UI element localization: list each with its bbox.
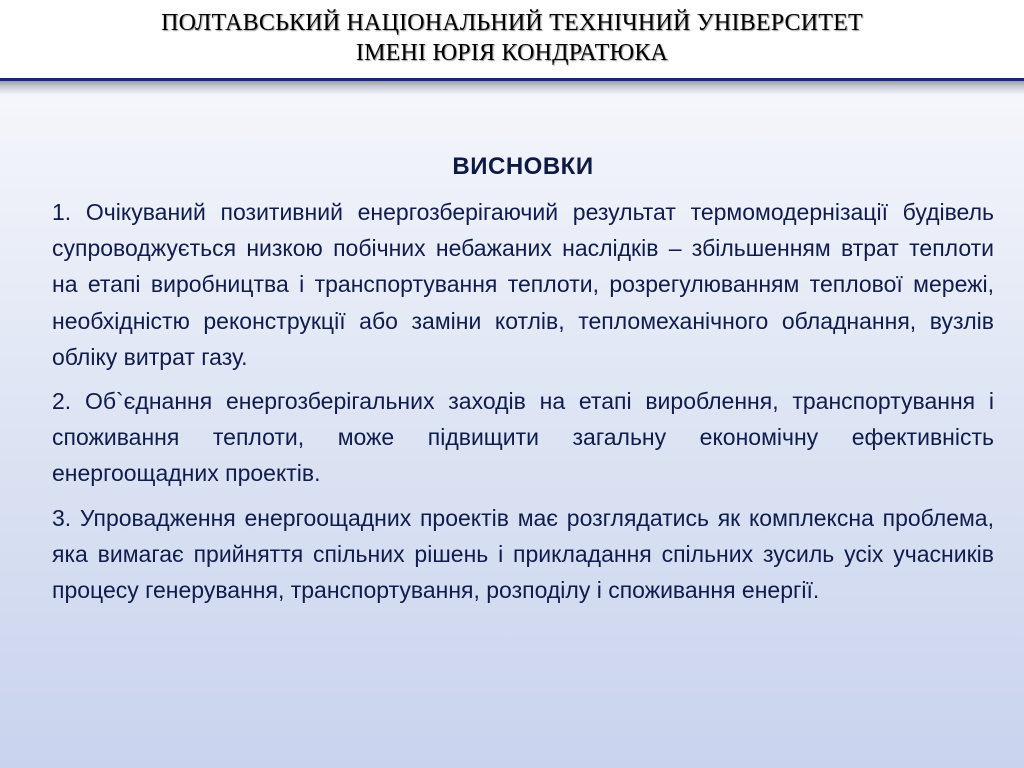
conclusion-point-2: 2. Об`єднання енергозберігальних заходів на етапі вироблення, транспортування і споживання теплоти, може підвищити загальну економічну ефективність енергоощадних проектів. — [52, 388, 994, 487]
slide-content — [52, 150, 994, 616]
university-name-line1: ПОЛТАВСЬКИЙ НАЦІОНАЛЬНИЙ ТЕХНІЧНИЙ УНІВЕРСИТЕТ — [161, 10, 863, 36]
header-divider-shadow — [0, 81, 1024, 95]
university-name-line2: ІМЕНІ ЮРІЯ КОНДРАТЮКА — [355, 40, 669, 66]
slide-title: ВИСНОВКИ — [452, 153, 594, 180]
conclusion-point-1: 1. Очікуваний позитивний енергозберігаючий результат термомодернізації будівель супроводжується низкою побічних небажаних наслідків – збільшенням втрат теплоти на етапі виробництва і транспортування теплоти, розрегулюванням теплової мережі, необхідністю реконструкції або заміни котлів, тепломеханічного обладнання, вузлів обліку витрат газу. — [52, 199, 994, 370]
university-header — [0, 0, 1024, 78]
conclusion-point-3: 3. Упровадження енергоощадних проектів має розглядатись як комплексна проблема, яка вимагає прийняття спільних рішень і прикладання спільних зусиль усіх учасників процесу генерування, транспортування, розподілу і споживання енергії. — [52, 504, 994, 604]
